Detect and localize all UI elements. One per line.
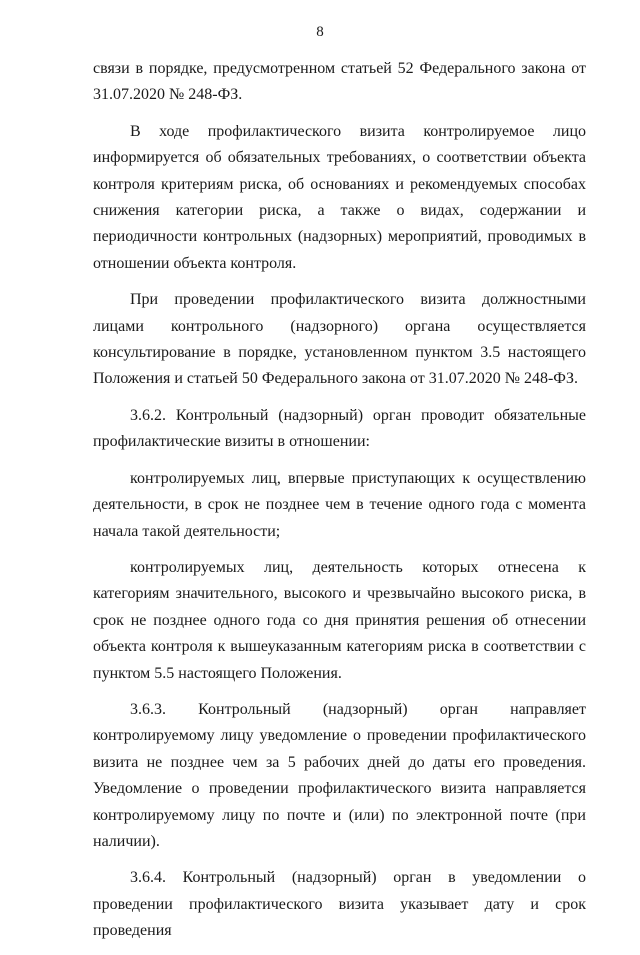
page-number: 8 xyxy=(316,24,324,40)
paragraph-3-6-2: 3.6.2. Контрольный (надзорный) орган проводит обязательные профилактические визиты в отношении: xyxy=(93,406,586,451)
paragraph-high-risk-entities: контролируемых лиц, деятельность которых отнесена к категориям значительного, высокого и чрезвычайно высокого риска, в срок не позднее одного года со дня принятия решения об отнесении объекта контроля к вышеуказанным категориям риска в соответствии с пунктом 5.5 настоящего Положения. xyxy=(93,558,586,682)
paragraph-visit-informing: В ходе профилактического визита контролируемое лицо информируется об обязательных требованиях, о соответствии объекта контроля критериям риска, об основаниях и рекомендуемых способах снижения категории риска, а также о видах, содержании и периодичности контрольных (надзорных) мероприятий, проводимых в отношении объекта контроля. xyxy=(93,122,586,272)
paragraph-new-entities: контролируемых лиц, впервые приступающих к осуществлению деятельности, в срок не позднее чем в течение одного года с момента начала такой деятельности; xyxy=(93,469,586,540)
paragraph-consulting: При проведении профилактического визита должностными лицами контрольного (надзорного) органа осуществляется консультирование в порядке, установленном пунктом 3.5 настоящего Положения и статьей 50 Федерального закона от 31.07.2020 № 248-ФЗ. xyxy=(93,291,586,388)
paragraph-continuation: связи в порядке, предусмотренном статьей 52 Федерального закона от 31.07.2020 № 248-ФЗ. xyxy=(93,60,586,104)
document-body xyxy=(93,56,586,955)
paragraph-3-6-3: 3.6.3. Контрольный (надзорный) орган направляет контролируемому лицу уведомление о проведении профилактического визита не позднее чем за 5 рабочих дней до даты его проведения. Уведомление о проведении профилактического визита направляется контролируемому лицу по почте и (или) по электронной почте (при наличии). xyxy=(93,700,586,850)
paragraph-3-6-4: 3.6.4. Контрольный (надзорный) орган в уведомлении о проведении профилактического визита указывает дату и срок проведения xyxy=(93,869,586,940)
